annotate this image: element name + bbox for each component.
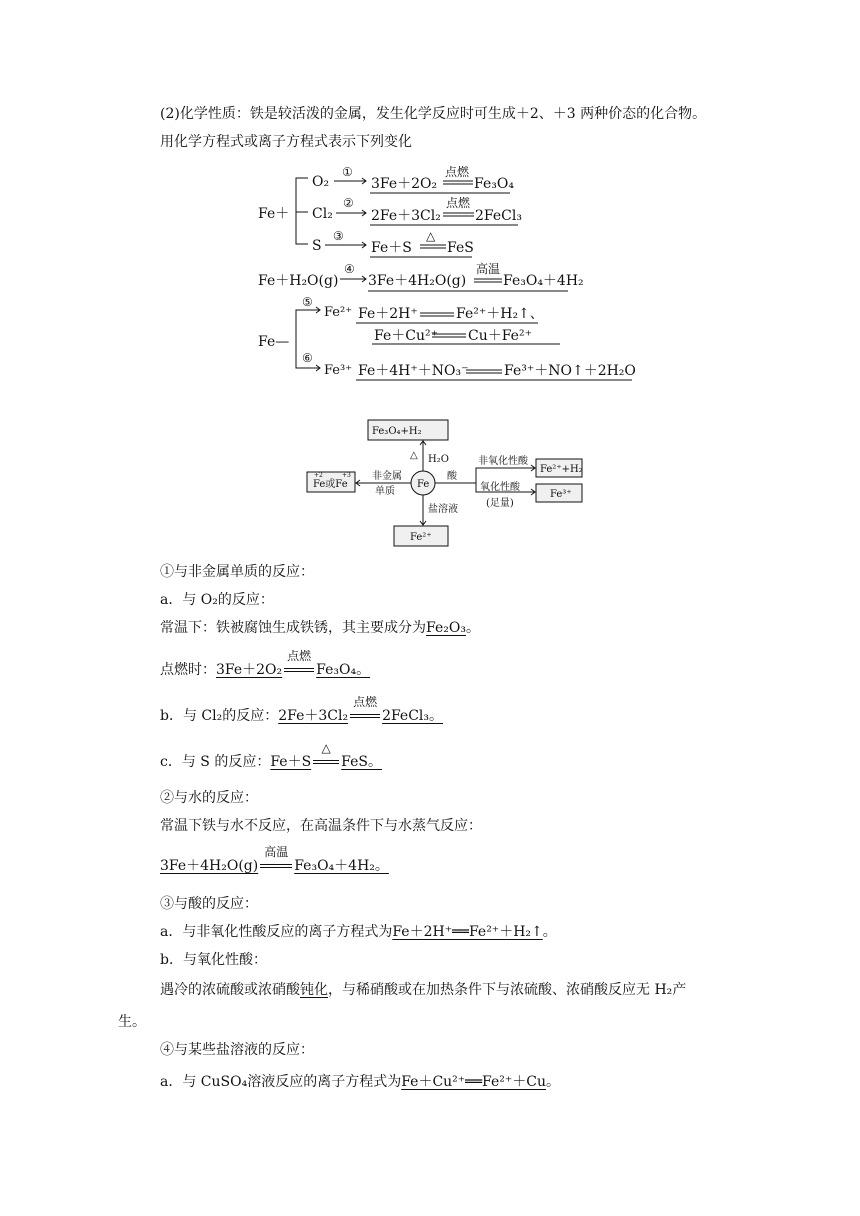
salt-label: a．与 CuSO₄溶液反应的离子方程式为 <box>160 1074 402 1090</box>
room-end: 。 <box>465 620 480 636</box>
note-1: ①与非金属单质的反应： <box>160 564 314 580</box>
left-box-sup2: +3 <box>342 472 351 479</box>
salt-label: 盐溶液 <box>428 504 458 515</box>
water-equation-line <box>160 845 389 876</box>
scheme-cl2: Cl₂ <box>312 206 333 222</box>
passivation-line <box>160 980 686 1000</box>
water-desc: 常温下铁与水不反应，在高温条件下与水蒸气反应： <box>160 818 482 834</box>
ignite-bar <box>284 668 314 672</box>
num-3: ③ <box>333 229 344 243</box>
scheme-fe-dash: Fe— <box>258 334 290 350</box>
note-c <box>160 741 382 772</box>
r2-right: 2FeCl₃ <box>475 208 522 224</box>
r1-right: Fe₃O₄ <box>474 176 514 192</box>
r3-right: FeS <box>447 240 474 256</box>
bottom-box-label: Fe²⁺ <box>410 532 432 543</box>
right-box-2-label: Fe³⁺ <box>550 489 572 500</box>
note-room-temp <box>160 618 480 638</box>
acid-b: b．与氧化性酸： <box>160 952 267 968</box>
r6-right: Fe³⁺＋NO↑＋2H₂O <box>504 363 636 379</box>
reaction-scheme <box>0 160 860 390</box>
r4-right: Fe₃O₄＋4H₂ <box>503 273 584 289</box>
note-b <box>160 695 444 726</box>
ignite-cond-wrap <box>282 649 316 680</box>
r3-cond: △ <box>426 229 436 243</box>
scheme-fe: Fe＋ <box>258 206 290 222</box>
c-equation <box>270 741 382 770</box>
ignite-cond: 点燃 <box>287 649 312 663</box>
b-equation <box>278 695 444 724</box>
passivation-end: 生。 <box>118 1014 146 1030</box>
r2-left: 2Fe＋3Cl₂ <box>371 208 441 224</box>
center-label: Fe <box>417 479 430 490</box>
c-cond-wrap <box>311 741 341 772</box>
note-ignite <box>160 649 371 680</box>
note-3: ③与酸的反应： <box>160 896 258 912</box>
delta-label: △ <box>410 450 418 461</box>
scheme-o2: O₂ <box>312 174 330 190</box>
b-bar <box>350 714 380 718</box>
r5a-right: Fe²⁺＋H₂↑、 <box>456 306 544 322</box>
water-left: 3Fe＋4H₂O(g) <box>160 858 259 874</box>
left-box-sup1: +2 <box>314 472 323 479</box>
passiv-post: ，与稀硝酸或在加热条件下与浓硫酸、浓硝酸反应无 H₂产 <box>328 982 687 998</box>
r5a-left: Fe＋2H⁺ <box>358 306 418 322</box>
scheme-fe2: Fe²⁺ <box>324 305 353 320</box>
note-4: ④与某些盐溶液的反应： <box>160 1042 314 1058</box>
r4-cond: 高温 <box>476 262 501 276</box>
right-box-1-label: Fe²⁺+H₂ <box>540 464 583 475</box>
b-cond-wrap <box>348 695 382 726</box>
acid-label: 酸 <box>447 471 457 482</box>
r1-left: 3Fe＋2O₂ <box>371 176 438 192</box>
num-5: ⑤ <box>302 295 313 309</box>
c-right: FeS。 <box>341 754 382 770</box>
salt-end: 。 <box>546 1074 561 1090</box>
acid-a-end: 。 <box>542 924 557 940</box>
r2-cond: 点燃 <box>446 196 471 210</box>
num-1: ① <box>342 165 353 179</box>
c-label: c．与 S 的反应： <box>160 754 271 770</box>
passiv-answer: 钝化 <box>300 982 328 998</box>
ignite-equation <box>216 649 371 678</box>
r5b-right: Cu＋Fe²⁺ <box>468 328 532 344</box>
h2o-label: H₂O <box>428 454 449 465</box>
water-cond-wrap <box>258 845 294 876</box>
num-4: ④ <box>344 262 355 276</box>
r5b-left: Fe＋Cu²⁺ <box>374 328 438 344</box>
r4-left: 3Fe＋4H₂O(g) <box>368 273 467 289</box>
water-bar <box>260 864 292 868</box>
note-2: ②与水的反应： <box>160 790 258 806</box>
room-answer: Fe₂O₃ <box>426 620 466 636</box>
nonmetal-label-2: 单质 <box>375 486 395 497</box>
b-right: 2FeCl₃。 <box>382 708 444 724</box>
excess-label: (足量) <box>486 498 514 509</box>
water-equation <box>160 845 389 874</box>
num-2: ② <box>343 196 354 210</box>
ox-label: 氧化性酸 <box>480 482 520 493</box>
water-right: Fe₃O₄＋4H₂。 <box>294 858 389 874</box>
ignite-right: Fe₃O₄。 <box>316 662 371 678</box>
scheme-fe3: Fe³⁺ <box>324 363 353 378</box>
intro-line-2: 用化学方程式或离子方程式表示下列变化 <box>160 134 412 150</box>
passiv-pre: 遇冷的浓硫酸或浓硝酸 <box>160 982 300 998</box>
salt-answer: Fe＋Cu²⁺══Fe²⁺＋Cu <box>401 1074 547 1090</box>
top-box-label: Fe₃O₄+H₂ <box>372 426 422 437</box>
c-bar <box>313 760 339 764</box>
ignite-label: 点燃时： <box>160 662 216 678</box>
nonox-label: 非氧化性酸 <box>478 456 528 467</box>
acid-a-answer: Fe＋2H⁺══Fe²⁺＋H₂↑ <box>392 924 543 940</box>
b-left: 2Fe＋3Cl₂ <box>278 708 349 724</box>
num-6: ⑥ <box>302 351 313 365</box>
r3-left: Fe＋S <box>371 240 412 256</box>
scheme-s: S <box>312 238 322 254</box>
acid-a-label: a．与非氧化性酸反应的离子方程式为 <box>160 924 393 940</box>
water-cond: 高温 <box>264 845 289 859</box>
salt-line <box>160 1072 560 1092</box>
room-text: 常温下：铁被腐蚀生成铁锈，其主要成分为 <box>160 620 426 636</box>
iron-diagram <box>300 416 600 556</box>
intro-line-1: (2)化学性质：铁是较活泼的金属，发生化学反应时可生成＋2、＋3 两种价态的化合物。 <box>160 106 707 122</box>
note-a-o2: a．与 O₂的反应： <box>160 592 274 608</box>
nonmetal-label-1: 非金属 <box>372 471 402 482</box>
b-cond: 点燃 <box>353 695 378 709</box>
acid-a <box>160 922 557 942</box>
scheme-fe-h2o: Fe＋H₂O(g) <box>258 273 339 289</box>
c-cond: △ <box>321 741 331 755</box>
r6-left: Fe＋4H⁺＋NO₃⁻ <box>358 363 469 379</box>
c-left: Fe＋S <box>270 754 312 770</box>
ignite-left: 3Fe＋2O₂ <box>216 662 283 678</box>
left-box-label: Fe或Fe <box>313 479 348 490</box>
r1-cond: 点燃 <box>445 165 470 179</box>
b-label: b．与 Cl₂的反应： <box>160 708 279 724</box>
